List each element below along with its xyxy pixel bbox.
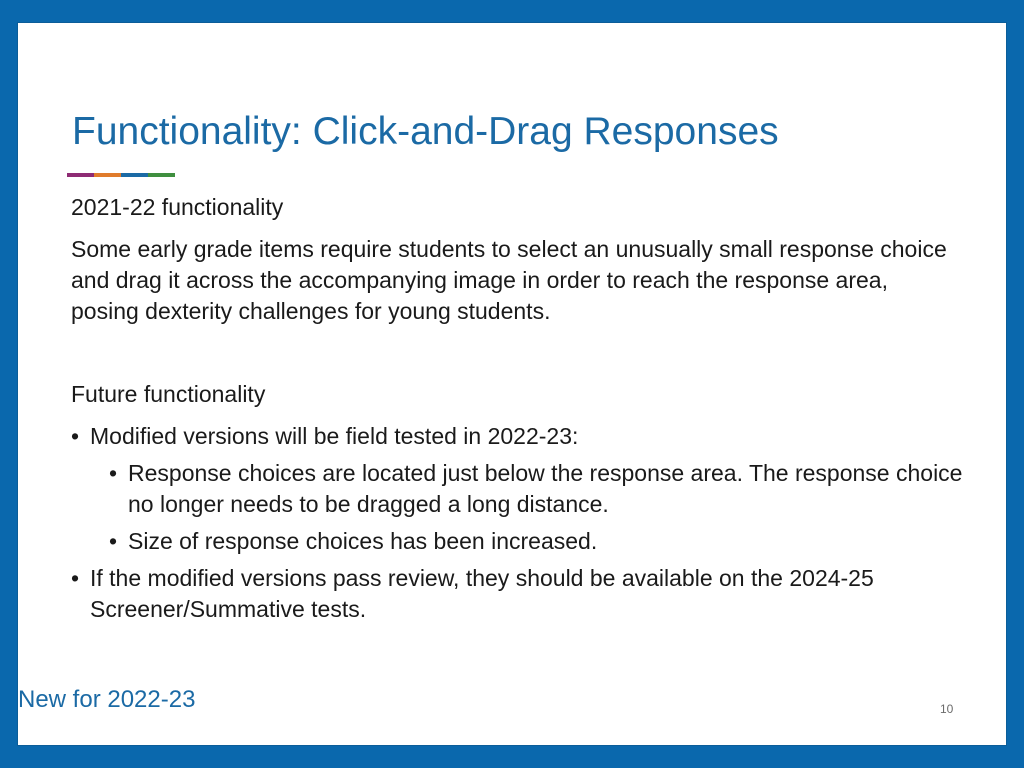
bullet-text-1: Modified versions will be field tested in 2022-23: [90,423,579,449]
section-heading-future: Future functionality [71,381,266,407]
bullet-dot-icon: • [71,565,80,591]
bullet-dot-icon: • [71,423,80,449]
bullet-dot-icon: • [109,528,118,554]
slide-title: Functionality: Click-and-Drag Responses [72,110,779,153]
footer-label: New for 2022-23 [18,686,196,713]
slide [18,23,1006,745]
section-heading-2021: 2021-22 functionality [71,194,284,220]
section-paragraph-2021: Some early grade items require students to select an unusually small response choice and drag it across the accompanying image in order to reach the response area, posing dexterity challenges for young students. [71,236,947,324]
future-bullet-list [71,421,971,631]
title-accent-bar [67,173,175,177]
page-number: 10 [940,702,954,716]
accent-segment-2 [94,173,121,177]
accent-segment-3 [121,173,148,177]
sub-bullet-item-2 [109,526,971,557]
accent-segment-4 [148,173,175,177]
bullet-item-2 [71,563,971,625]
bullet-text-2: If the modified versions pass review, they should be available on the 2024-25 Screener/Summative tests. [90,565,874,622]
accent-segment-1 [67,173,94,177]
sub-bullet-text-2: Size of response choices has been increased. [128,528,598,554]
sub-bullet-text-1: Response choices are located just below the response area. The response choice no longer needs to be dragged a long distance. [128,460,963,517]
bullet-item-1 [71,421,971,557]
sub-bullet-item-1 [109,458,971,520]
bullet-dot-icon: • [109,460,118,486]
sub-bullet-list [71,458,971,557]
